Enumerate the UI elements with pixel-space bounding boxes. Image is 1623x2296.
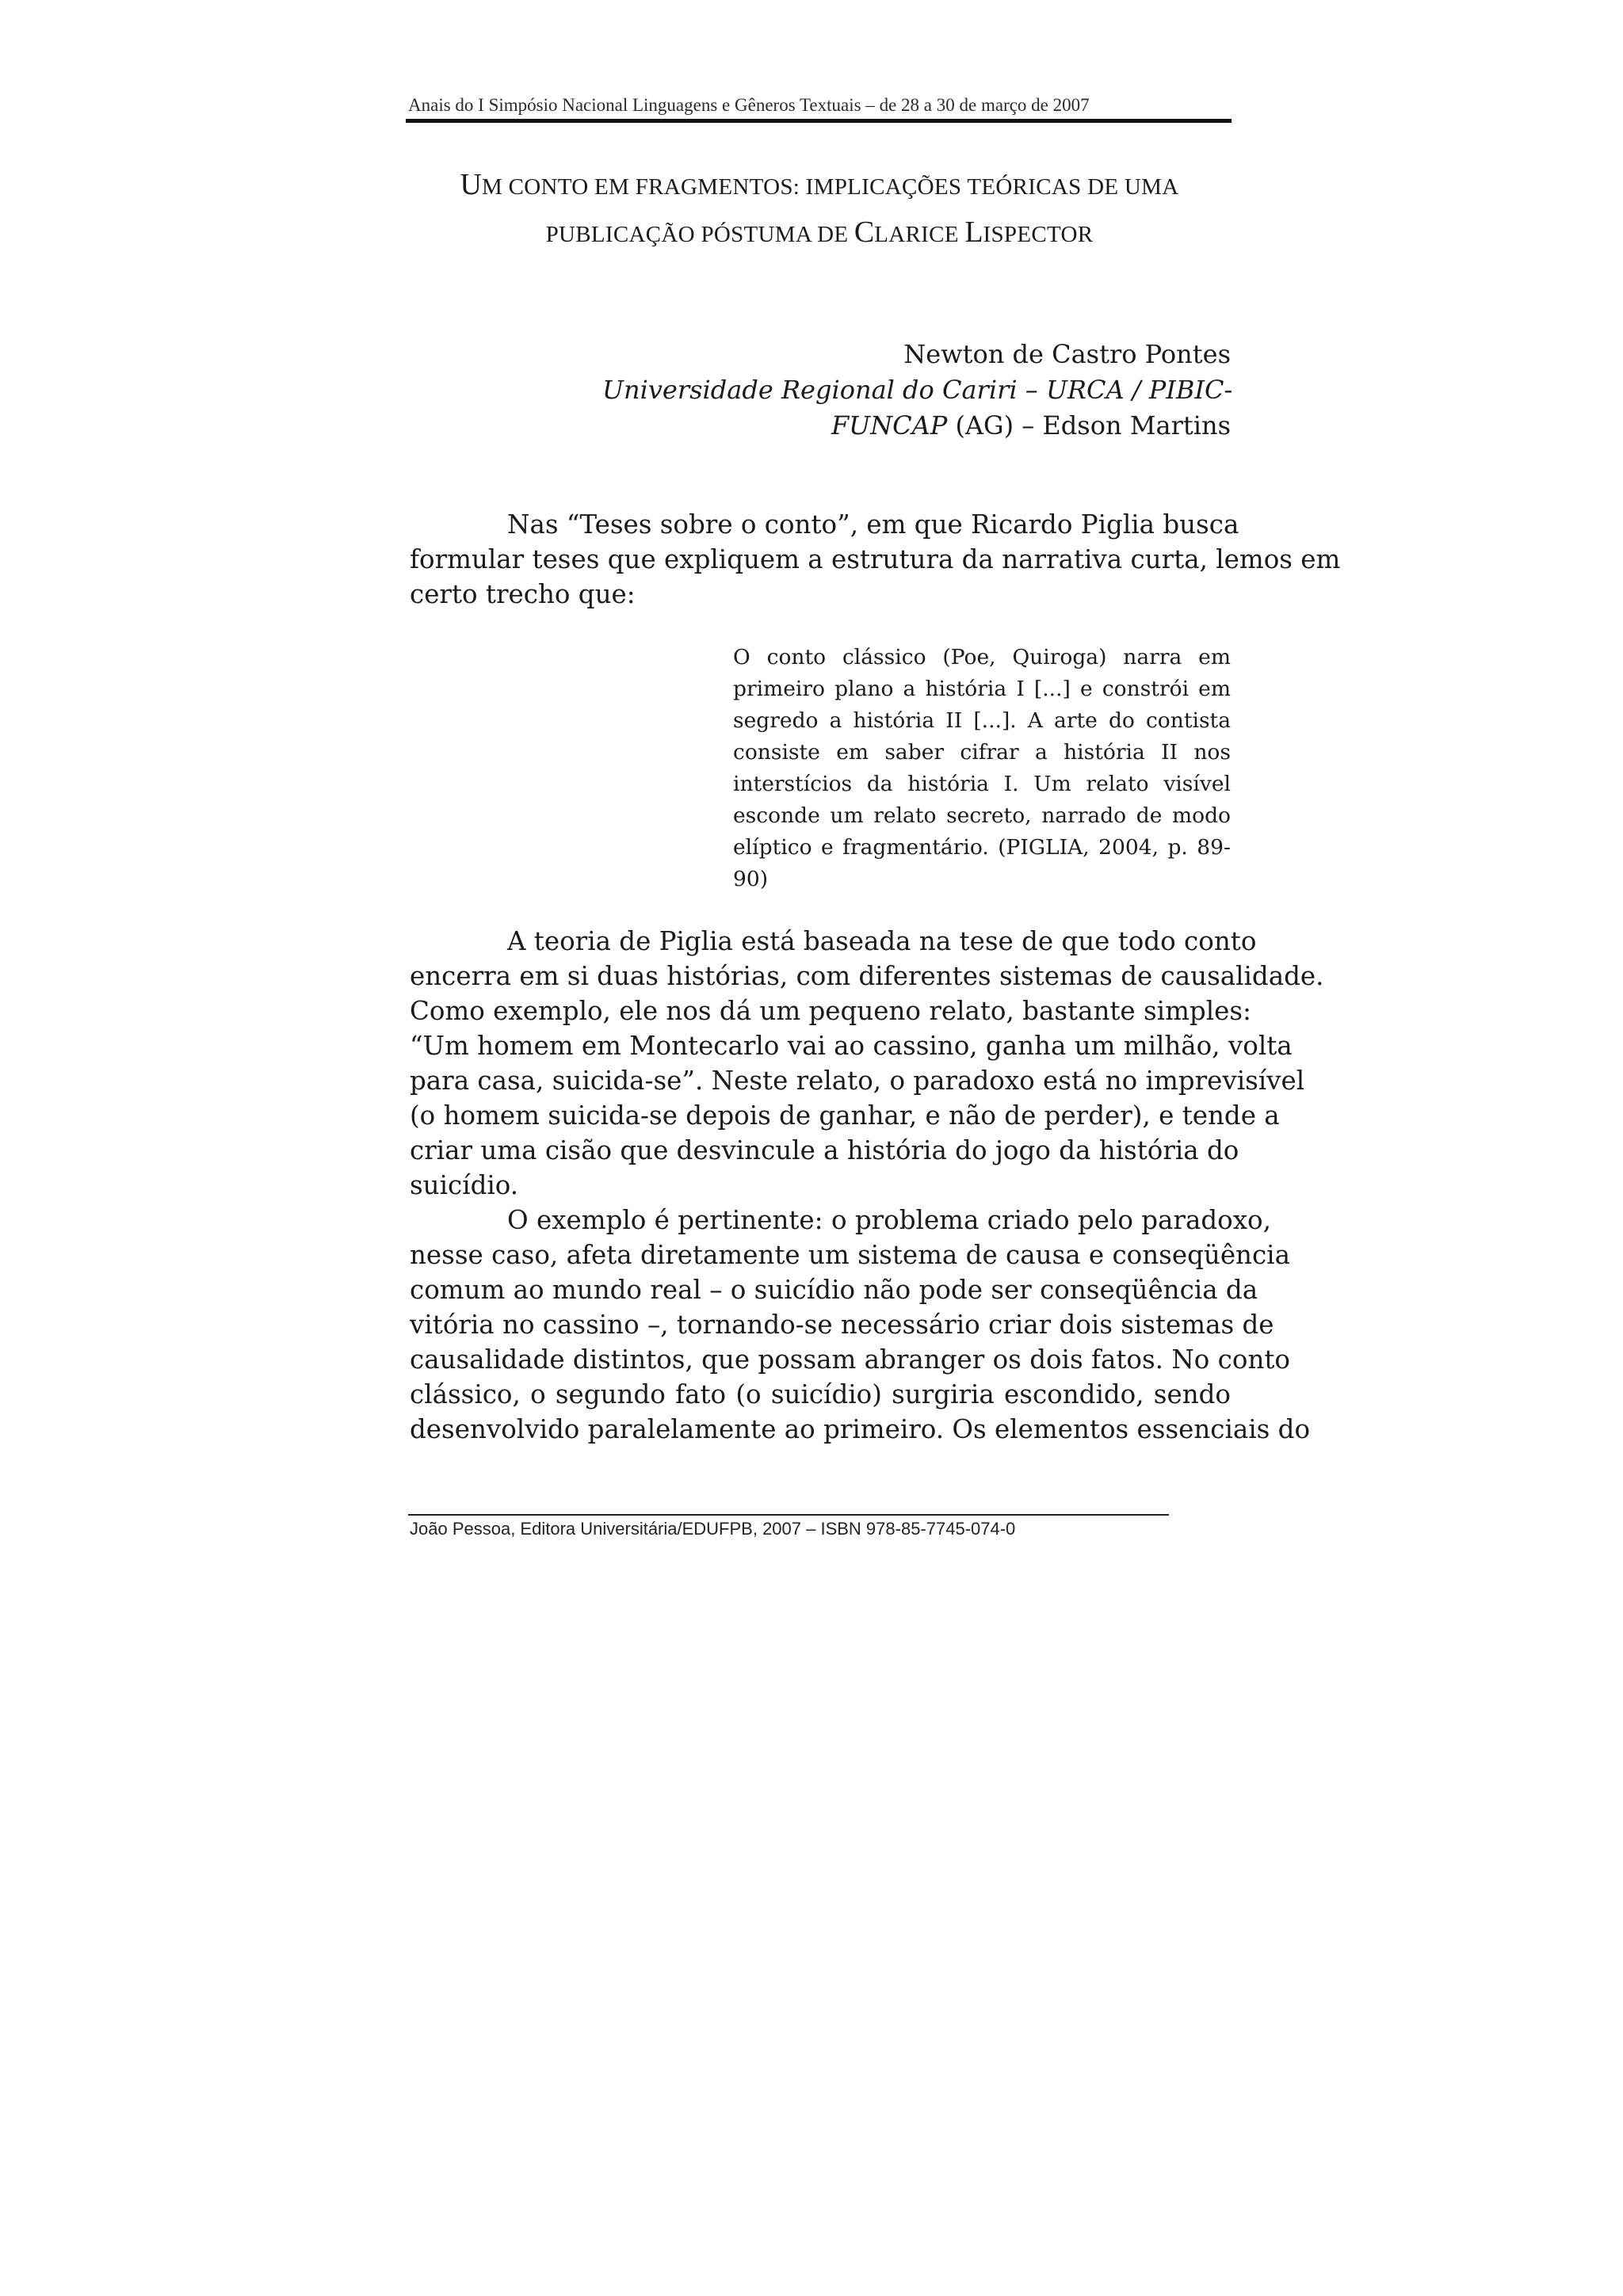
paragraph-line: causalidade distintos, que possam abranger os dois fatos. No conto xyxy=(410,1344,1290,1375)
footer-citation: João Pessoa, Editora Universitária/EDUFPB, 2007 – ISBN 978-85-7745-074-0 xyxy=(410,1519,1016,1539)
title-text: ISPECTOR xyxy=(983,222,1094,247)
funding-advisor: (AG) – Edson Martins xyxy=(947,410,1231,441)
paragraph-line: A teoria de Piglia está baseada na tese de que todo conto xyxy=(507,926,1257,956)
paragraph-line: desenvolvido paralelamente ao primeiro. Os elementos essenciais do xyxy=(410,1414,1311,1444)
paragraph-line: Como exemplo, ele nos dá um pequeno relato, bastante simples: xyxy=(410,996,1251,1026)
paragraph-line: “Um homem em Montecarlo vai ao cassino, ganha um milhão, volta xyxy=(410,1031,1293,1061)
paragraph-line: formular teses que expliquem a estrutura da narrativa curta, lemos em xyxy=(410,544,1341,574)
quote-line: primeiro plano a história I [...] e constrói em xyxy=(733,677,1231,701)
paragraph-line: nesse caso, afeta diretamente um sistema de causa e conseqüência xyxy=(410,1240,1290,1270)
paragraph-line: encerra em si duas histórias, com diferentes sistemas de causalidade. xyxy=(410,961,1324,991)
funding-agency: FUNCAP xyxy=(831,410,948,441)
title-line-2 xyxy=(380,210,1258,257)
paragraph-line: suicídio. xyxy=(410,1170,519,1200)
paragraph-line: (o homem suicida-se depois de ganhar, e não de perder), e tende a xyxy=(410,1100,1280,1131)
paragraph-line: criar uma cisão que desvincule a história do jogo da história do xyxy=(410,1135,1239,1165)
paragraph-line: O exemplo é pertinente: o problema criado pelo paradoxo, xyxy=(507,1205,1271,1235)
title-text: : IMPLICAÇÕES TEÓRICAS DE UMA xyxy=(792,174,1179,200)
paragraph-2 xyxy=(410,924,1324,1203)
title-initial: L xyxy=(964,215,983,249)
quote-line: elíptico e fragmentário. (PIGLIA, 2004, p. 89- xyxy=(733,835,1231,860)
quote-line: segredo a história II [...]. A arte do contista xyxy=(733,708,1231,733)
quote-line: esconde um relato secreto, narrado de modo xyxy=(733,803,1231,828)
paragraph-line: certo trecho que: xyxy=(410,579,636,609)
title-text: M CONTO EM FRAGMENTOS xyxy=(481,174,793,200)
paper-title xyxy=(380,162,1258,257)
author-affiliation: Universidade Regional do Cariri – URCA / PIBIC- xyxy=(602,375,1233,405)
author-name: Newton de Castro Pontes xyxy=(903,339,1231,369)
quote-line: interstícios da história I. Um relato visível xyxy=(733,772,1231,796)
paragraph-1 xyxy=(410,507,1341,612)
title-line-1 xyxy=(380,162,1258,210)
paragraph-line: comum ao mundo real – o suicídio não pode ser conseqüência da xyxy=(410,1275,1258,1305)
quote-line: 90) xyxy=(733,867,769,891)
paragraph-line: vitória no cassino –, tornando-se necessário criar dois sistemas de xyxy=(410,1310,1274,1340)
paragraph-line: clássico, o segundo fato (o suicídio) surgiria escondido, sendo xyxy=(410,1379,1231,1409)
header-rule xyxy=(406,119,1232,123)
title-initial: U xyxy=(460,168,482,201)
title-initial: C xyxy=(854,215,875,249)
quote-line: consiste em saber cifrar a história II nos xyxy=(733,740,1231,765)
paragraph-3 xyxy=(410,1203,1311,1447)
author-block xyxy=(602,337,1231,444)
paragraph-line: para casa, suicida-se”. Neste relato, o paradoxo está no imprevisível xyxy=(410,1066,1305,1096)
paragraph-line: Nas “Teses sobre o conto”, em que Ricardo Piglia busca xyxy=(507,509,1239,540)
running-header: Anais do I Simpósio Nacional Linguagens e Gêneros Textuais – de 28 a 30 de março de 2007 xyxy=(408,95,1090,115)
quote-line: O conto clássico (Poe, Quiroga) narra em xyxy=(733,645,1231,669)
footer-rule xyxy=(408,1514,1169,1516)
author-funding xyxy=(602,408,1231,444)
title-text: PUBLICAÇÃO PÓSTUMA DE xyxy=(545,222,854,247)
block-quote xyxy=(733,642,1231,895)
title-text: LARICE xyxy=(874,222,965,247)
